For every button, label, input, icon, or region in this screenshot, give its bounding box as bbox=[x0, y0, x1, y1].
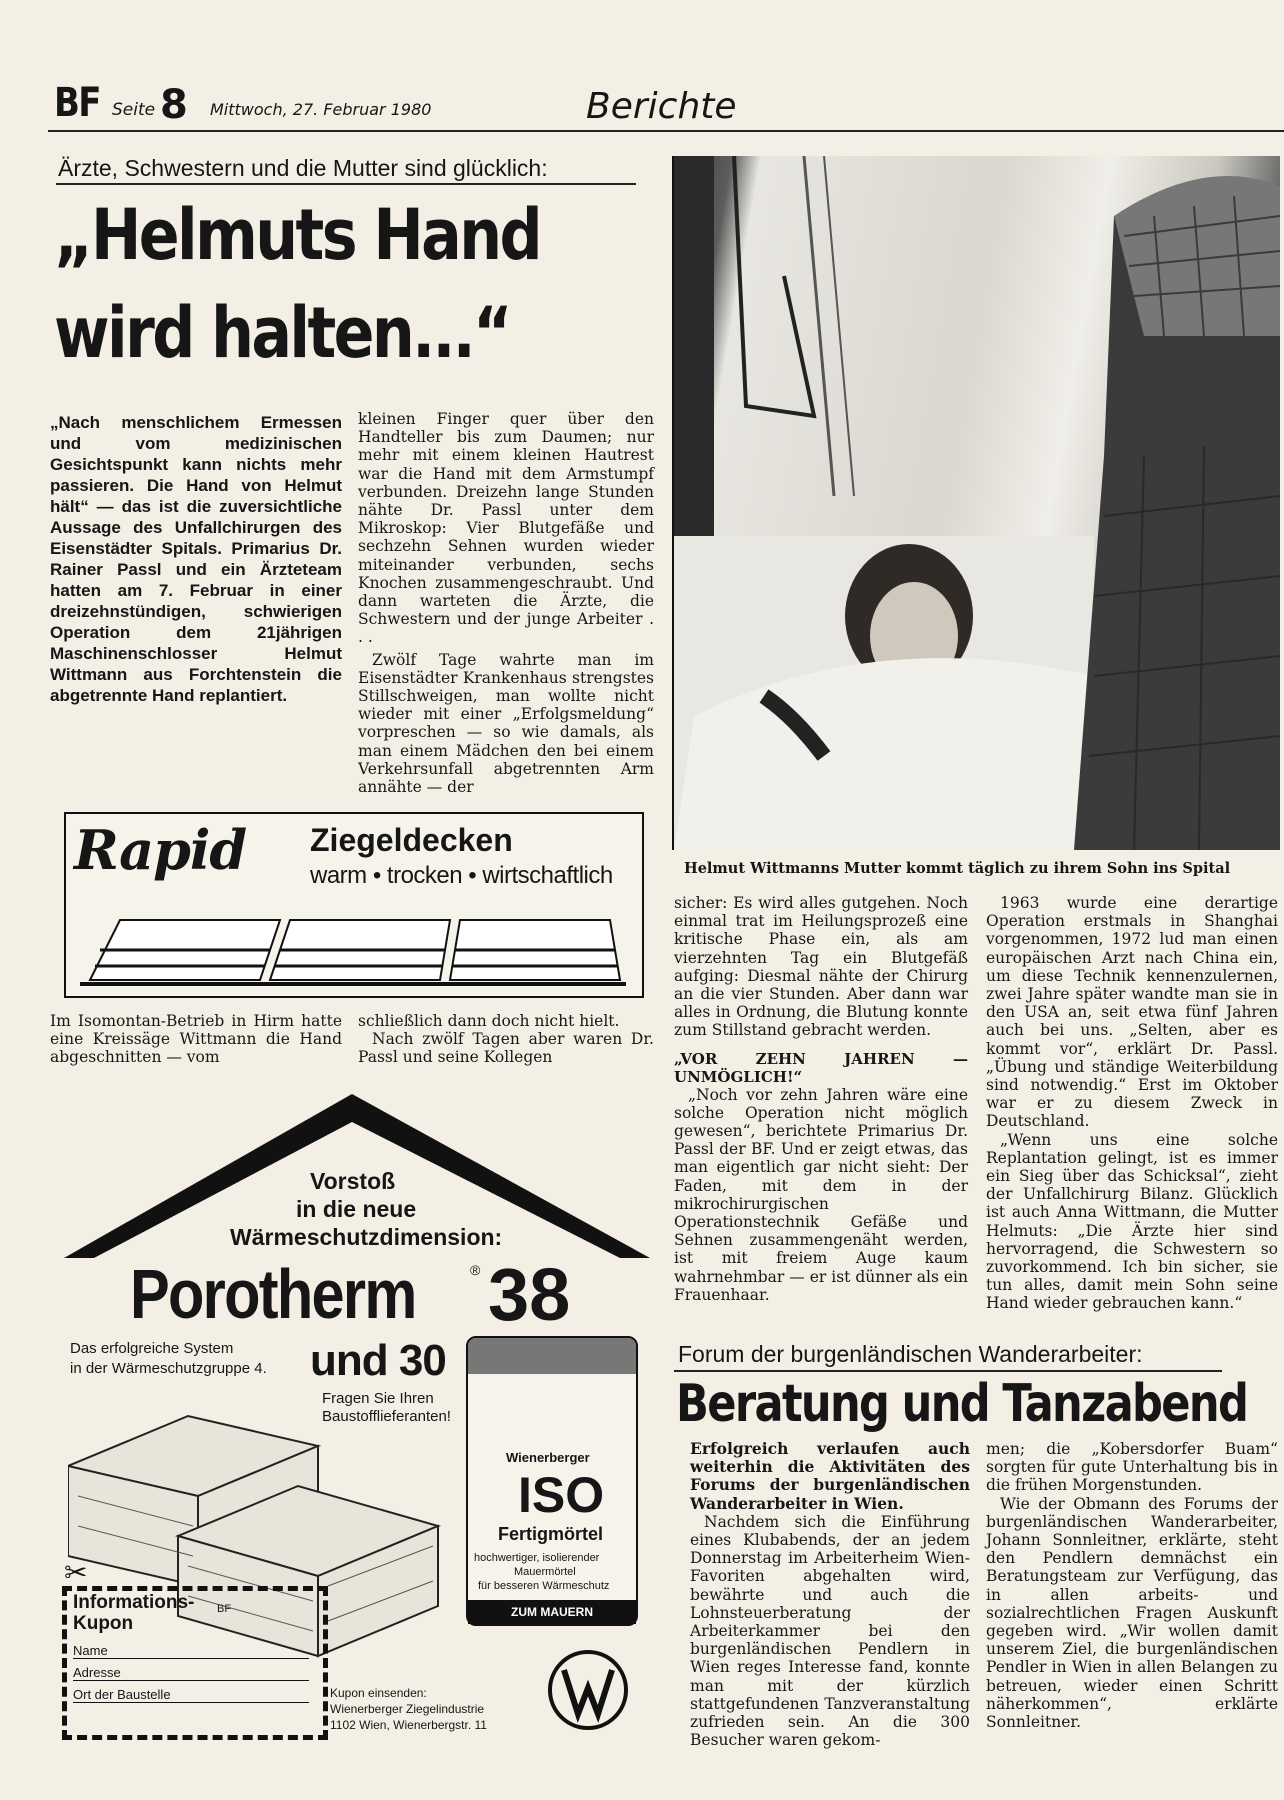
masthead-logo: BF bbox=[54, 80, 100, 126]
rapid-logo: Rapid bbox=[74, 818, 247, 882]
porotherm-ad bbox=[60, 1086, 654, 1782]
article-headline-1: „Helmuts Hand bbox=[54, 194, 540, 276]
page-label: Seite bbox=[112, 100, 156, 120]
ad-headline-1: Vorstoß bbox=[310, 1168, 396, 1194]
paragraph: Im Isomontan-Betrieb in Hirm hatte eine Kreissäge Wittmann die Hand abgeschnitten — vom bbox=[50, 1012, 342, 1067]
name-field[interactable]: Name bbox=[73, 1643, 309, 1659]
wienerberger-logo-icon bbox=[546, 1648, 630, 1732]
paragraph: schließlich dann doch nicht hielt. bbox=[358, 1012, 620, 1030]
paragraph: 1963 wurde eine derartige Operation erstmals in Shanghai vorgenommen, 1972 lud man einen europäischen Arzt nach China ein, um diese Technik kennenzulernen, zwei Jahre später wandte man sie in den USA an, seit etwa fünf Jahren auch bei uns. „Selten, aber es kommt vor“, erklärt Dr. Passl. „Übung und ständige Weiterbildung sind notwendig.“ Erst im Oktober war er zu diesem Zweck in Deutschland. bbox=[986, 894, 1278, 1131]
bag-top bbox=[468, 1338, 636, 1374]
paragraph: Nach zwölf Tagen aber waren Dr. Passl und seine Kollegen bbox=[358, 1030, 654, 1067]
paragraph: sicher: Es wird alles gutgehen. Noch einmal trat im Heilungsprozeß eine kritische Phase ein, als am vierzehnten Tag ein Blutgefäß aufging: Diesmal nähte der Chirurg an die vier Stunden. Aber dann war alles in Ordnung, die Blutung konnte zum Stillstand gebracht werden. bbox=[674, 894, 968, 1040]
rapid-ad bbox=[64, 812, 644, 998]
bag-product: Fertigmörtel bbox=[498, 1524, 604, 1544]
coupon-code: BF bbox=[217, 1603, 232, 1615]
header-rule bbox=[48, 130, 1284, 132]
und-30: und 30 bbox=[310, 1336, 446, 1385]
registered-mark: ® bbox=[470, 1262, 481, 1278]
bag-iso: ISO bbox=[518, 1467, 605, 1523]
issue-date: Mittwoch, 27. Februar 1980 bbox=[210, 100, 432, 119]
article2-headline: Beratung und Tanzabend bbox=[676, 1374, 1248, 1434]
address-field[interactable]: Adresse bbox=[73, 1665, 309, 1681]
subhead: „VOR ZEHN JAHREN — UNMÖGLICH!“ bbox=[674, 1049, 968, 1086]
send-line-3: 1102 Wien, Wienerbergstr. 11 bbox=[330, 1718, 487, 1732]
bag-desc-3: für besseren Wärmeschutz bbox=[478, 1580, 610, 1592]
photo-caption: Helmut Wittmanns Mutter kommt täglich zu ihrem Sohn ins Spital bbox=[684, 860, 1231, 877]
send-line-2: Wienerberger Ziegelindustrie bbox=[330, 1702, 485, 1716]
site-field[interactable]: Ort der Baustelle bbox=[73, 1687, 309, 1703]
paragraph: Zwölf Tage wahrte man im Eisenstädter Krankenhaus strengstes Stillschweigen, man wollte nicht wieder mit einer „Erfolgsmeldung“ vorpreschen — so wie damals, als man einem Mädchen den bei einem Verkehrsunfall abgetrennten Arm annähte — der bbox=[358, 650, 654, 797]
article2-kicker: Forum der burgenländischen Wanderarbeiter: bbox=[678, 1341, 1143, 1367]
rapid-tagline: warm • trocken • wirtschaftlich bbox=[310, 862, 613, 889]
scissors-icon: ✂ bbox=[64, 1556, 88, 1589]
lead-paragraph: Erfolgreich verlaufen auch weiterhin die Aktivitäten des Forums der burgenländischen Wanderarbeiter in Wien. bbox=[690, 1439, 970, 1513]
paragraph: Wie der Obmann des Forums der burgenländischen Wanderarbeiter, Johann Sonnleitner, erklärte, steht den Pendlern demnächst ein Beratungsteam zur Verfügung, das in allen arbeits- und sozialrechtlichen Fragen Auskunft gegeben wird. „Wir wollen damit unserem Ziel, die burgenländischen Pendler in Wien in allen Belangen zu betreuen, wieder einen Schritt näherkommen“, erklärte Sonnleitner. bbox=[986, 1494, 1278, 1732]
ceiling-blocks-illustration bbox=[80, 900, 626, 992]
article-kicker: Ärzte, Schwestern und die Mutter sind glücklich: bbox=[58, 155, 548, 181]
paragraph: „Wenn uns eine solche Replantation gelingt, ist es immer ein Sieg über das Schicksal“, zieht der Unfallchirurg Bilanz. Glücklich ist auch Anna Wittmann, die Mutter Helmuts: „Die Ärzte hier sind hervorragend, die Schwestern so zuvorkommend. Ich bin sicher, sie tun alles, damit mein Sohn seine Hand wieder gebrauchen kann.“ bbox=[986, 1130, 1278, 1313]
info-coupon[interactable] bbox=[62, 1586, 328, 1740]
bag-desc-1: hochwertiger, isolierender bbox=[474, 1552, 600, 1564]
article-column-lower-1 bbox=[50, 1012, 342, 1067]
coupon-title-2: Kupon bbox=[73, 1613, 134, 1634]
paragraph: kleinen Finger quer über den Handteller bis zum Daumen; nur mehr mit einem kleinen Hautrest war die Hand mit dem Armstumpf verbunden. Dreizehn lange Stunden nähte Dr. Passl unter dem Mikroskop: Vier Blutgefäße und sechzehn Sehnen wurden wieder miteinander verbunden, sechs Knochen zusammengeschraubt. Und dann warteten die Ärzte, die Schwestern und der junge Arbeiter . . . bbox=[358, 410, 654, 647]
paragraph: „Noch vor zehn Jahren wäre eine solche Operation nicht möglich gewesen“, berichtete Primarius Dr. Passl der BF. Und er zeigt etwas, das man eigentlich gar nicht sieht: Der Faden, mit dem in der mikrochirurgischen Operationstechnik Gefäße und Sehnen zusammengenäht werden, ist mit freiem Auge kaum wahrnehmbar — er ist dünner als ein Frauenhaar. bbox=[674, 1085, 968, 1304]
bag-desc-2: Mauermörtel bbox=[514, 1566, 576, 1578]
paragraph: men; die „Kobersdorfer Buam“ sorgten für gute Unterhaltung bis in die frühen Morgenstunden. bbox=[986, 1440, 1278, 1495]
kicker-rule bbox=[56, 183, 636, 185]
coupon-title-1: Informations- bbox=[73, 1592, 195, 1613]
ad-headline-2: in die neue bbox=[296, 1196, 417, 1222]
mortar-bag bbox=[466, 1336, 638, 1626]
ad-headline-3: Wärmeschutzdimension: bbox=[230, 1224, 503, 1250]
send-line-1: Kupon einsenden: bbox=[330, 1686, 427, 1700]
bag-bottom: ZUM MAUERN bbox=[468, 1600, 636, 1624]
porotherm-number: 38 bbox=[488, 1253, 571, 1336]
article-column-4 bbox=[986, 894, 1278, 1313]
paragraph: Nachdem sich die Einführung eines Klubabends, der an jedem Donnerstag im Arbeiterheim Wien-Favoriten abgehalten wird, bewährte und auch die Lohnsteuerberatung der Arbeiterkammer bei den burgenländischen Pendlern in Wien reges Interesse fand, konnte man mit der kürzlich stattgefundenen Tanzveranstaltung zufrieden sein. An die 300 Besucher waren gekom- bbox=[690, 1512, 970, 1750]
photo-illustration bbox=[674, 156, 1280, 850]
article-column-2 bbox=[358, 410, 654, 796]
bag-brand: Wienerberger bbox=[506, 1450, 590, 1465]
article2-column-1 bbox=[690, 1440, 970, 1749]
article-column-3 bbox=[674, 894, 968, 1304]
ask-text-2: Baustofflieferanten! bbox=[322, 1408, 451, 1425]
photo-hospital bbox=[672, 156, 1280, 850]
system-text-1: Das erfolgreiche System bbox=[70, 1340, 234, 1357]
rapid-title: Ziegeldecken bbox=[310, 822, 513, 858]
page-number: 8 bbox=[160, 82, 188, 128]
article-lead: „Nach menschlichem Ermessen und vom medizinischen Gesichtspunkt kann nichts mehr passieren. Die Hand von Helmut hält“ — das ist die zuversichtliche Aussage des Unfallchirurgen des Eisenstädter Spitals. Primarius Dr. Rainer Passl und ein Ärzteteam hatten am 7. Februar in einer dreizehnstündigen, schwierigen Operation dem 21jährigen Maschinenschlosser Helmut Wittmann aus Forchtenstein die abgetrennte Hand replantiert. bbox=[50, 413, 342, 705]
article-headline-2: wird halten...“ bbox=[54, 292, 511, 374]
article2-kicker-rule bbox=[674, 1370, 1222, 1372]
system-text-2: in der Wärmeschutzgruppe 4. bbox=[70, 1360, 267, 1377]
porotherm-brand: Porotherm bbox=[130, 1255, 416, 1333]
ask-text-1: Fragen Sie Ihren bbox=[322, 1390, 434, 1407]
article2-column-2 bbox=[986, 1440, 1278, 1731]
section-title: Berichte bbox=[586, 86, 737, 127]
article-column-lower-2 bbox=[358, 1012, 654, 1067]
